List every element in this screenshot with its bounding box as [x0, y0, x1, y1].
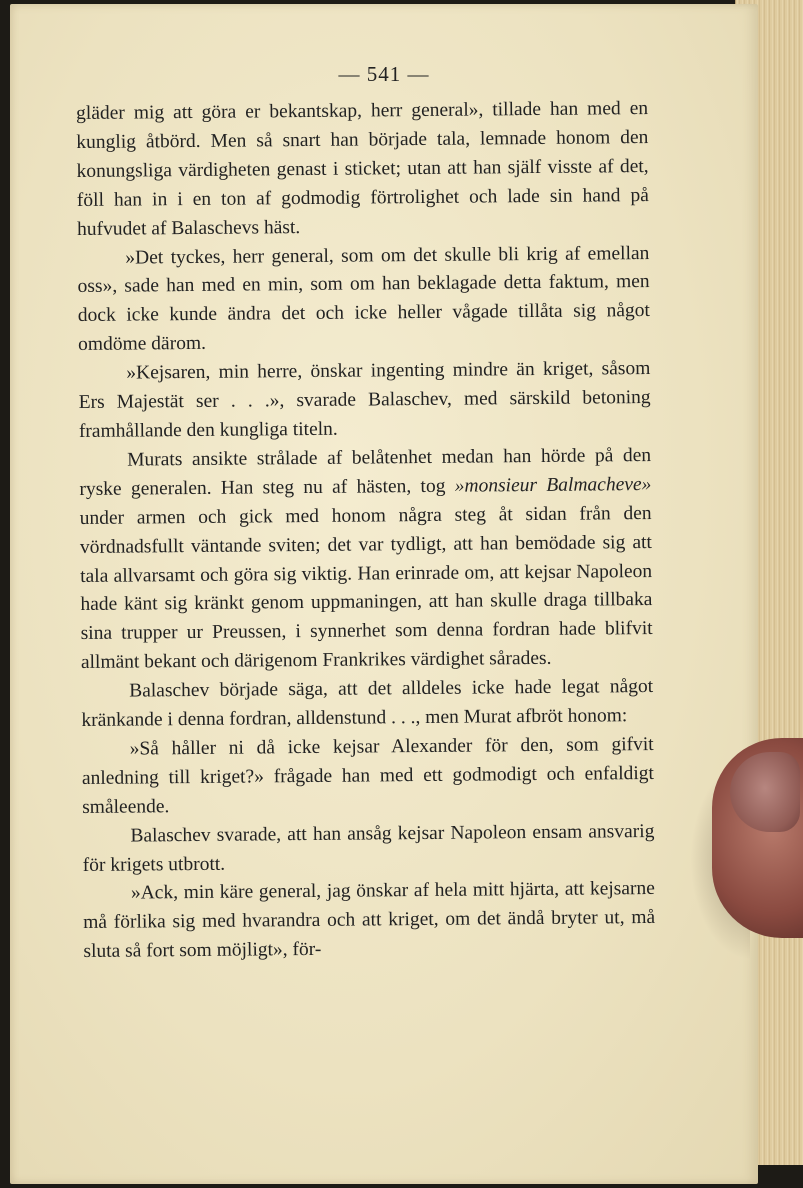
paragraph-text: under armen och gick med honom några steg åt sidan från den vördnadsfullt väntande sviten; det var tydligt, att han bemödade sig att tala allvarsamt och göra sig viktig. Han erinrade om, att kejsar Napoleon hade känt sig kränkt genom uppmaningen, att han skulle draga tillbaka sina trupper ur Preussen, i synnerhet som denna fordran hade blifvit allmänt bekant och därigenom Frankrikes värdighet sårades.	[79, 502, 653, 674]
italic-name: »monsieur Balmacheve»	[454, 473, 652, 497]
paragraph: »Så håller ni då icke kejsar Alexander för den, som gifvit anledning till kriget?» frågade han med ett godmodigt och enfaldigt småleende.	[81, 733, 654, 818]
paragraph: gläder mig att göra er bekantskap, herr general», tillade han med en kunglig åtbörd. Men så snart han började tala, lemnade honom den konungsliga värdigheten genast i sticket; utan att han själf visste af det, föll han in i en ton af godmodig förtrolighet och lade sin hand på hufvudet af Balaschevs häst.	[76, 98, 649, 240]
paragraph-text: Murats ansikte strålade af belåtenhet medan han hörde på den ryske generalen. Han steg nu af hästen, tog	[79, 444, 652, 500]
page-number: — 541 —	[338, 62, 430, 86]
paragraph: »Kejsaren, min herre, önskar ingenting mindre än kriget, såsom Ers Majestät ser . . .», svarade Balaschev, med särskild betoning framhållande den kungliga titeln.	[78, 358, 651, 442]
book-page	[10, 4, 758, 1184]
paragraph	[79, 442, 653, 678]
body-text	[76, 95, 656, 967]
paragraph: »Ack, min käre general, jag önskar af hela mitt hjärta, att kejsarne må förlika sig med hvarandra och att kriget, om det ändå bryter ut, må sluta så fort som möjligt», för-	[83, 878, 656, 963]
paragraph: Balaschev svarade, att han ansåg kejsar Napoleon ensam ansvarig för krigets utbrott.	[82, 820, 655, 876]
paragraph: »Det tyckes, herr general, som om det skulle bli krig af emellan oss», sade han med en min, som om han beklagade detta faktum, men dock icke kunde ändra det och icke heller vågade tillåta sig något omdöme därom.	[77, 242, 650, 356]
paragraph: Balaschev började säga, att det alldeles icke hade legat något kränkande i denna fordran, alldenstund . . ., men Murat afbröt honom:	[81, 676, 654, 732]
thumbnail	[730, 752, 800, 832]
